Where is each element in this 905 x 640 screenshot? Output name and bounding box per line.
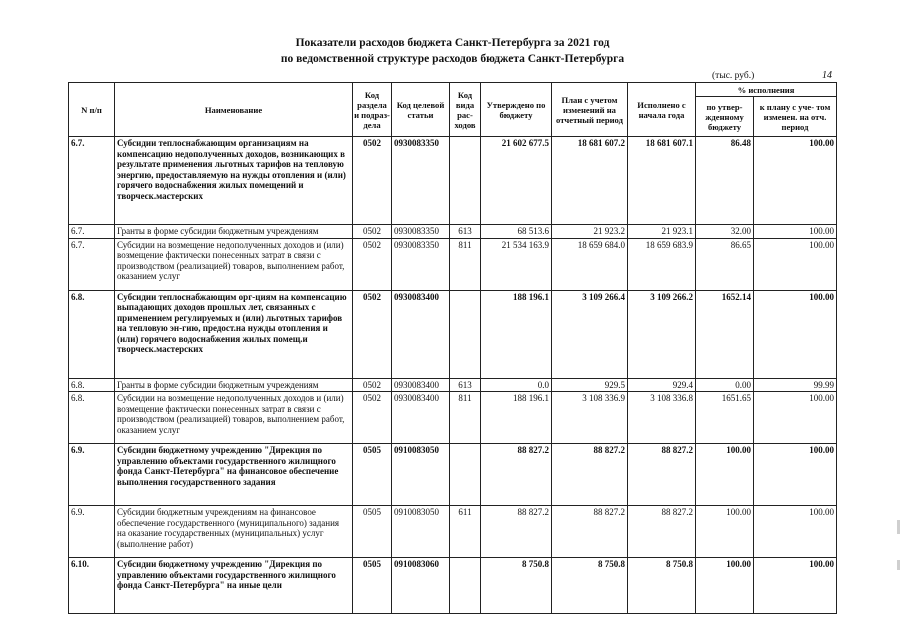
scan-artifact xyxy=(897,560,900,570)
cell-pct-plan: 100.00 xyxy=(754,444,837,506)
cell-executed: 3 109 266.2 xyxy=(628,290,696,378)
cell-section: 0505 xyxy=(353,506,392,558)
cell-name: Субсидии бюджетным учреждениям на финансовое обеспечение государственного (муниципального) задания на оказание государственных (муниципальных) услуг (выполнение работ) xyxy=(115,506,353,558)
header-executed: Исполнено с начала года xyxy=(628,83,696,137)
cell-name: Субсидии бюджетному учреждению "Дирекция по управлению объектами государственного жилищного фонда Санкт-Петербурга" на иные цели xyxy=(115,558,353,614)
scan-artifact xyxy=(897,520,900,534)
cell-executed: 3 108 336.8 xyxy=(628,392,696,444)
cell-pct-approved: 86.48 xyxy=(696,137,754,225)
header-num: N п/п xyxy=(69,83,115,137)
table-row xyxy=(69,137,837,225)
cell-plan: 929.5 xyxy=(552,378,628,392)
cell-num: 6.8. xyxy=(69,378,115,392)
cell-executed: 8 750.8 xyxy=(628,558,696,614)
cell-section: 0505 xyxy=(353,444,392,506)
table-row xyxy=(69,506,837,558)
table-row xyxy=(69,392,837,444)
cell-approved: 21 534 163.9 xyxy=(481,238,552,290)
cell-plan: 18 681 607.2 xyxy=(552,137,628,225)
header-pct-group: % исполнения xyxy=(696,83,837,97)
cell-pct-plan: 99.99 xyxy=(754,378,837,392)
cell-name: Субсидии бюджетному учреждению "Дирекция по управлению объектами государственного жилищного фонда Санкт-Петербурга" на финансовое обеспечение выполнения государственного задания xyxy=(115,444,353,506)
cell-approved: 21 602 677.5 xyxy=(481,137,552,225)
cell-type xyxy=(450,137,481,225)
cell-pct-approved: 1652.14 xyxy=(696,290,754,378)
header-name: Наименование xyxy=(115,83,353,137)
cell-pct-approved: 100.00 xyxy=(696,558,754,614)
cell-target: 0930083350 xyxy=(392,225,450,239)
cell-type: 613 xyxy=(450,378,481,392)
table-row xyxy=(69,290,837,378)
cell-type: 613 xyxy=(450,225,481,239)
cell-pct-plan: 100.00 xyxy=(754,506,837,558)
header-plan: План с учетом изменений на отчетный период xyxy=(552,83,628,137)
page-title: Показатели расходов бюджета Санкт-Петербурга за 2021 год xyxy=(295,37,610,49)
cell-type: 611 xyxy=(450,506,481,558)
cell-plan: 18 659 684.0 xyxy=(552,238,628,290)
cell-section: 0502 xyxy=(353,392,392,444)
cell-type: 811 xyxy=(450,238,481,290)
cell-executed: 88 827.2 xyxy=(628,506,696,558)
cell-num: 6.10. xyxy=(69,558,115,614)
cell-name: Гранты в форме субсидии бюджетным учреждениям xyxy=(115,378,353,392)
cell-target: 0910083050 xyxy=(392,444,450,506)
cell-num: 6.9. xyxy=(69,444,115,506)
cell-section: 0502 xyxy=(353,137,392,225)
cell-approved: 68 513.6 xyxy=(481,225,552,239)
cell-approved: 88 827.2 xyxy=(481,506,552,558)
cell-section: 0502 xyxy=(353,225,392,239)
cell-pct-approved: 100.00 xyxy=(696,506,754,558)
cell-type xyxy=(450,558,481,614)
page-number: 14 xyxy=(822,70,832,81)
cell-executed: 929.4 xyxy=(628,378,696,392)
cell-executed: 18 681 607.1 xyxy=(628,137,696,225)
cell-plan: 3 108 336.9 xyxy=(552,392,628,444)
cell-approved: 188 196.1 xyxy=(481,290,552,378)
cell-target: 0930083400 xyxy=(392,392,450,444)
cell-pct-plan: 100.00 xyxy=(754,137,837,225)
table-row xyxy=(69,444,837,506)
cell-pct-plan: 100.00 xyxy=(754,238,837,290)
table-body xyxy=(69,137,837,614)
cell-pct-plan: 100.00 xyxy=(754,392,837,444)
cell-target: 0930083400 xyxy=(392,290,450,378)
cell-pct-plan: 100.00 xyxy=(754,558,837,614)
cell-name: Субсидии на возмещение недополученных доходов и (или) возмещение фактически понесенных затрат в связи с производством (реализацией) товаров, выполнением работ, оказанием услуг xyxy=(115,238,353,290)
cell-type xyxy=(450,290,481,378)
cell-section: 0502 xyxy=(353,378,392,392)
cell-num: 6.9. xyxy=(69,506,115,558)
cell-pct-approved: 0.00 xyxy=(696,378,754,392)
cell-plan: 21 923.2 xyxy=(552,225,628,239)
cell-target: 0930083350 xyxy=(392,137,450,225)
header-pct-approved: по утвер- жденному бюджету xyxy=(696,97,754,137)
header-approved: Утверждено по бюджету xyxy=(481,83,552,137)
cell-executed: 21 923.1 xyxy=(628,225,696,239)
cell-type xyxy=(450,444,481,506)
cell-plan: 8 750.8 xyxy=(552,558,628,614)
header-target: Код целевой статьи xyxy=(392,83,450,137)
cell-executed: 88 827.2 xyxy=(628,444,696,506)
cell-approved: 188 196.1 xyxy=(481,392,552,444)
cell-target: 0910083050 xyxy=(392,506,450,558)
cell-name: Субсидии теплоснабжающим организациям на компенсацию недополученных доходов, возникающих в результате применения льготных тарифов на тепловую энергию, предоставляемую на нужды отопления и (или) горячего водоснабжения жилых помещений и творческ.мастерских xyxy=(115,137,353,225)
table-row xyxy=(69,238,837,290)
cell-approved: 8 750.8 xyxy=(481,558,552,614)
cell-name: Гранты в форме субсидии бюджетным учреждениям xyxy=(115,225,353,239)
cell-num: 6.8. xyxy=(69,290,115,378)
cell-target: 0930083400 xyxy=(392,378,450,392)
cell-type: 811 xyxy=(450,392,481,444)
cell-target: 0930083350 xyxy=(392,238,450,290)
cell-pct-approved: 100.00 xyxy=(696,444,754,506)
cell-num: 6.7. xyxy=(69,137,115,225)
cell-section: 0502 xyxy=(353,238,392,290)
units-label: (тыс. руб.) xyxy=(712,71,755,81)
cell-pct-approved: 1651.65 xyxy=(696,392,754,444)
header-section: Код раздела и подраз- дела xyxy=(353,83,392,137)
header-pct-plan: к плану с уче- том изменен. на отч. период xyxy=(754,97,837,137)
cell-approved: 88 827.2 xyxy=(481,444,552,506)
cell-pct-plan: 100.00 xyxy=(754,290,837,378)
table-row xyxy=(69,558,837,614)
cell-pct-plan: 100.00 xyxy=(754,225,837,239)
cell-name: Субсидии на возмещение недополученных доходов и (или) возмещение фактически понесенных затрат в связи с производством (реализацией) товаров, выполнением работ, оказанием услуг xyxy=(115,392,353,444)
table-row xyxy=(69,378,837,392)
cell-plan: 88 827.2 xyxy=(552,506,628,558)
table-row xyxy=(69,225,837,239)
page-subtitle: по ведомственной структуре расходов бюджета Санкт-Петербурга xyxy=(280,53,625,65)
cell-section: 0502 xyxy=(353,290,392,378)
cell-pct-approved: 32.00 xyxy=(696,225,754,239)
cell-num: 6.7. xyxy=(69,238,115,290)
cell-num: 6.8. xyxy=(69,392,115,444)
cell-pct-approved: 86.65 xyxy=(696,238,754,290)
header-type: Код вида рас- ходов xyxy=(450,83,481,137)
cell-name: Субсидии теплоснабжающим орг-циям на компенсацию выпадающих доходов прошлых лет, связанных с применением регулируемых и (или) льготных тарифов на тепловую эн-гию, предост.на нужды отопления и (или) горячего водоснабжения жилых помещ.и творческ.мастерских xyxy=(115,290,353,378)
cell-num: 6.7. xyxy=(69,225,115,239)
cell-plan: 88 827.2 xyxy=(552,444,628,506)
cell-approved: 0.0 xyxy=(481,378,552,392)
cell-target: 0910083060 xyxy=(392,558,450,614)
budget-table xyxy=(68,82,837,614)
cell-section: 0505 xyxy=(353,558,392,614)
cell-plan: 3 109 266.4 xyxy=(552,290,628,378)
cell-executed: 18 659 683.9 xyxy=(628,238,696,290)
